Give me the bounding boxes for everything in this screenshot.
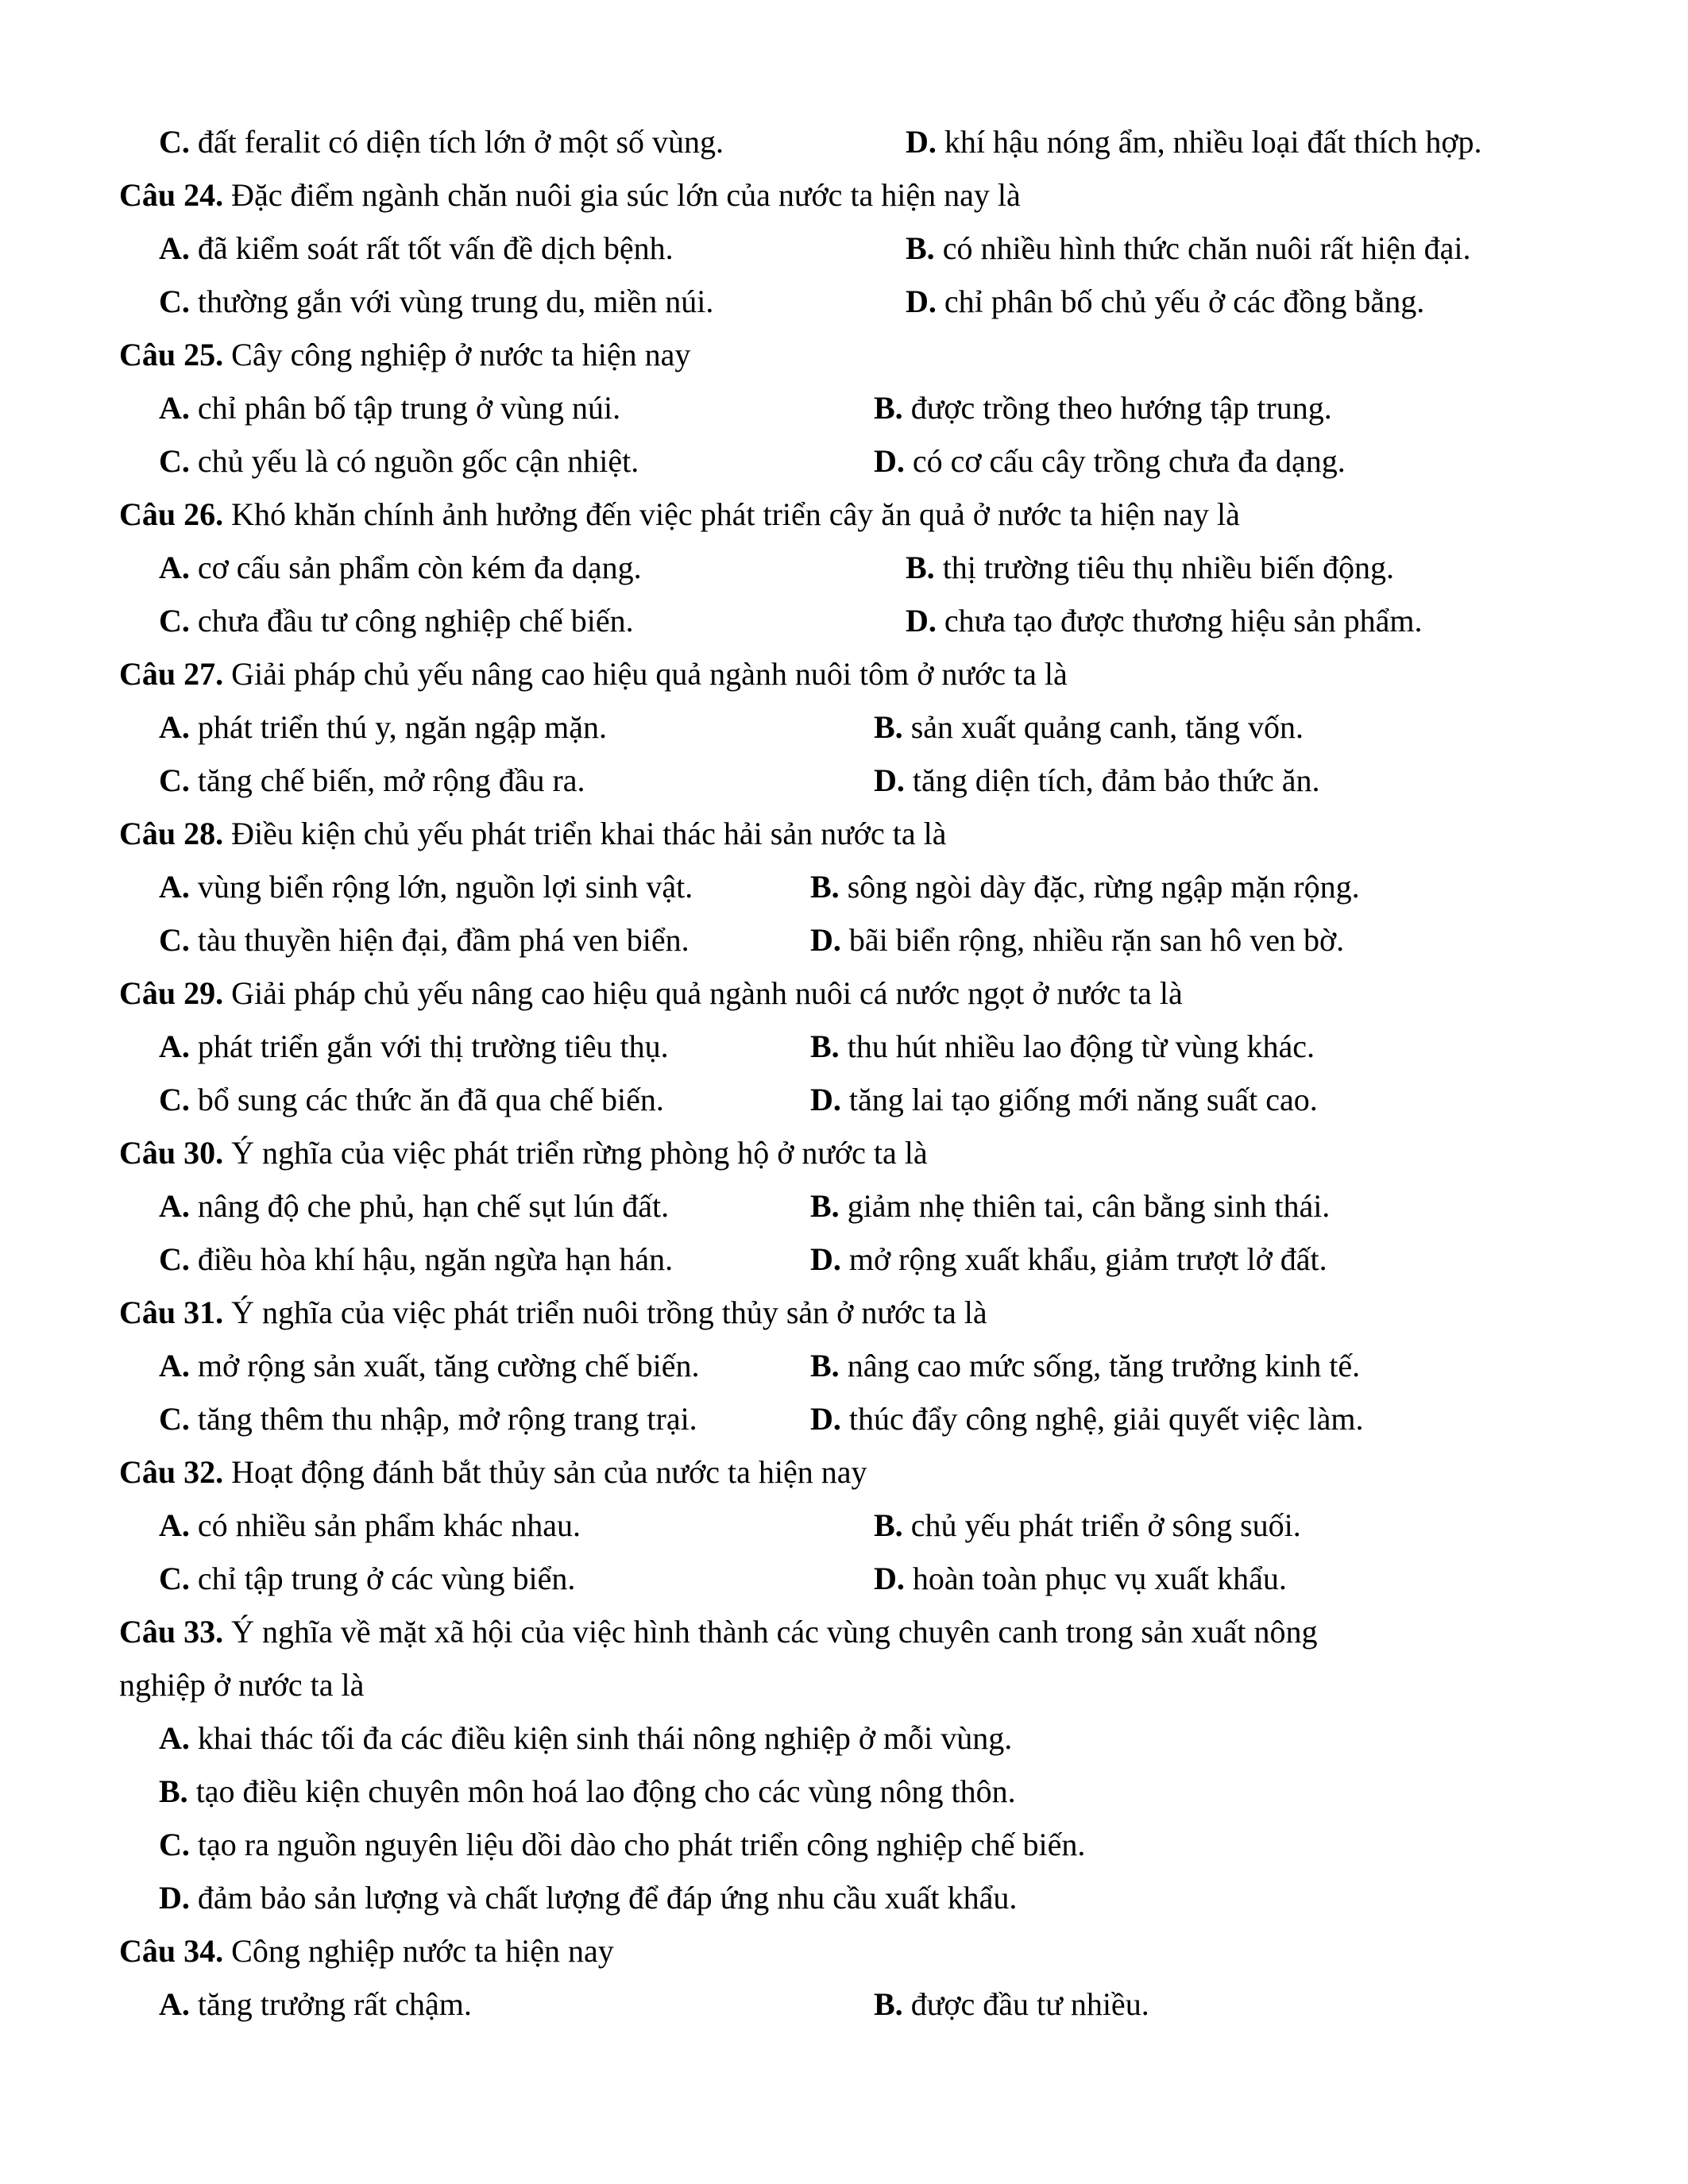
option-a: A. phát triển gắn với thị trường tiêu thụ.: [159, 1028, 669, 1064]
option-d: D. tăng lai tạo giống mới năng suất cao.: [810, 1082, 1318, 1117]
question-31: Câu 31. Ý nghĩa của việc phát triển nuôi trồng thủy sản ở nước ta là: [119, 1295, 987, 1330]
question-31-row-ab: [119, 1339, 1573, 1392]
question-25: Câu 25. Cây công nghiệp ở nước ta hiện nay: [119, 337, 691, 372]
question-25-row-cd: [119, 434, 1573, 488]
question-32-row-cd: [119, 1552, 1573, 1605]
question-27-row-cd: [119, 754, 1573, 807]
question-26-row-cd: [119, 594, 1573, 647]
option-a: A. khai thác tối đa các điều kiện sinh thái nông nghiệp ở mỗi vùng.: [159, 1720, 1013, 1756]
option-b: B. thu hút nhiều lao động từ vùng khác.: [810, 1028, 1315, 1064]
option-c: C. tàu thuyền hiện đại, đầm phá ven biển.: [159, 922, 689, 958]
option-c: C. chỉ tập trung ở các vùng biển.: [159, 1561, 576, 1596]
question-34-row-ab: [119, 1978, 1573, 2031]
question-24-row-cd: [119, 275, 1573, 328]
option-a: A. chỉ phân bố tập trung ở vùng núi.: [159, 390, 621, 426]
option-a: A. nâng độ che phủ, hạn chế sụt lún đất.: [159, 1188, 670, 1224]
option-b: B. tạo điều kiện chuyên môn hoá lao động cho các vùng nông thôn.: [159, 1773, 1016, 1809]
question-32: Câu 32. Hoạt động đánh bắt thủy sản của nước ta hiện nay: [119, 1454, 867, 1490]
option-d: D. tăng diện tích, đảm bảo thức ăn.: [874, 762, 1320, 798]
option-c: C. tạo ra nguồn nguyên liệu dồi dào cho phát triển công nghiệp chế biến.: [159, 1827, 1086, 1862]
option-a: A. phát triển thú y, ngăn ngập mặn.: [159, 709, 607, 745]
option-d: D. mở rộng xuất khẩu, giảm trượt lở đất.: [810, 1241, 1327, 1277]
option-d: D. thúc đẩy công nghệ, giải quyết việc làm.: [810, 1401, 1364, 1437]
option-b: B. nâng cao mức sống, tăng trưởng kinh tế.: [810, 1348, 1361, 1383]
question-24: Câu 24. Đặc điểm ngành chăn nuôi gia súc lớn của nước ta hiện nay là: [119, 177, 1021, 213]
option-c: C. thường gắn với vùng trung du, miền núi.: [159, 284, 714, 319]
option-d: D. chưa tạo được thương hiệu sản phẩm.: [906, 603, 1423, 639]
option-a: A. vùng biển rộng lớn, nguồn lợi sinh vật.: [159, 869, 693, 905]
question-27-row-ab: [119, 700, 1573, 754]
lead-options-row: [119, 115, 1573, 168]
option-b: B. thị trường tiêu thụ nhiều biến động.: [906, 550, 1395, 585]
question-32-row-ab: [119, 1499, 1573, 1552]
question-28-row-cd: [119, 913, 1573, 967]
question-28-row-ab: [119, 860, 1573, 913]
option-c: C. tăng thêm thu nhập, mở rộng trang trại.: [159, 1401, 697, 1437]
question-26: Câu 26. Khó khăn chính ảnh hưởng đến việc phát triển cây ăn quả ở nước ta hiện nay là: [119, 496, 1240, 532]
option-c: C. bổ sung các thức ăn đã qua chế biến.: [159, 1082, 664, 1117]
option-a: A. có nhiều sản phẩm khác nhau.: [159, 1507, 581, 1543]
question-33: Câu 33. Ý nghĩa về mặt xã hội của việc hình thành các vùng chuyên canh trong sản xuất nông: [119, 1614, 1318, 1650]
option-a: A. mở rộng sản xuất, tăng cường chế biến.: [159, 1348, 700, 1383]
question-28: Câu 28. Điều kiện chủ yếu phát triển khai thác hải sản nước ta là: [119, 816, 947, 851]
option-c: C. tăng chế biến, mở rộng đầu ra.: [159, 762, 585, 798]
question-24-row-ab: [119, 222, 1573, 275]
question-27: Câu 27. Giải pháp chủ yếu nâng cao hiệu quả ngành nuôi tôm ở nước ta là: [119, 656, 1068, 692]
question-31-row-cd: [119, 1392, 1573, 1445]
option-c: C. chưa đầu tư công nghiệp chế biến.: [159, 603, 634, 639]
question-25-row-ab: [119, 381, 1573, 434]
lead-option-d: D. khí hậu nóng ẩm, nhiều loại đất thích hợp.: [906, 124, 1482, 160]
option-b: B. sông ngòi dày đặc, rừng ngập mặn rộng.: [810, 869, 1360, 905]
option-b: B. chủ yếu phát triển ở sông suối.: [874, 1507, 1301, 1543]
option-b: B. được trồng theo hướng tập trung.: [874, 390, 1332, 426]
question-26-row-ab: [119, 541, 1573, 594]
option-d: D. đảm bảo sản lượng và chất lượng để đáp ứng nhu cầu xuất khẩu.: [159, 1880, 1018, 1916]
option-a: A. đã kiểm soát rất tốt vấn đề dịch bệnh.: [159, 230, 674, 266]
question-33-continued: nghiệp ở nước ta là: [119, 1667, 365, 1703]
option-d: D. chỉ phân bố chủ yếu ở các đồng bằng.: [906, 284, 1425, 319]
question-29-row-ab: [119, 1020, 1573, 1073]
question-30: Câu 30. Ý nghĩa của việc phát triển rừng phòng hộ ở nước ta là: [119, 1135, 928, 1171]
question-30-row-cd: [119, 1233, 1573, 1286]
option-a: A. cơ cấu sản phẩm còn kém đa dạng.: [159, 550, 642, 585]
question-34: Câu 34. Công nghiệp nước ta hiện nay: [119, 1933, 614, 1969]
option-a: A. tăng trưởng rất chậm.: [159, 1986, 472, 2022]
exam-page: [119, 115, 1573, 2031]
question-30-row-ab: [119, 1179, 1573, 1233]
option-b: B. có nhiều hình thức chăn nuôi rất hiện đại.: [906, 230, 1471, 266]
option-d: D. có cơ cấu cây trồng chưa đa dạng.: [874, 443, 1346, 479]
option-c: C. điều hòa khí hậu, ngăn ngừa hạn hán.: [159, 1241, 674, 1277]
question-29-row-cd: [119, 1073, 1573, 1126]
option-b: B. sản xuất quảng canh, tăng vốn.: [874, 709, 1304, 745]
option-b: B. giảm nhẹ thiên tai, cân bằng sinh thái.: [810, 1188, 1331, 1224]
option-d: D. hoàn toàn phục vụ xuất khẩu.: [874, 1561, 1287, 1596]
option-c: C. chủ yếu là có nguồn gốc cận nhiệt.: [159, 443, 639, 479]
question-29: Câu 29. Giải pháp chủ yếu nâng cao hiệu quả ngành nuôi cá nước ngọt ở nước ta là: [119, 975, 1183, 1011]
option-d: D. bãi biển rộng, nhiều rặn san hô ven bờ.: [810, 922, 1345, 958]
option-b: B. được đầu tư nhiều.: [874, 1986, 1149, 2022]
lead-option-c: C. đất feralit có diện tích lớn ở một số vùng.: [159, 124, 724, 160]
